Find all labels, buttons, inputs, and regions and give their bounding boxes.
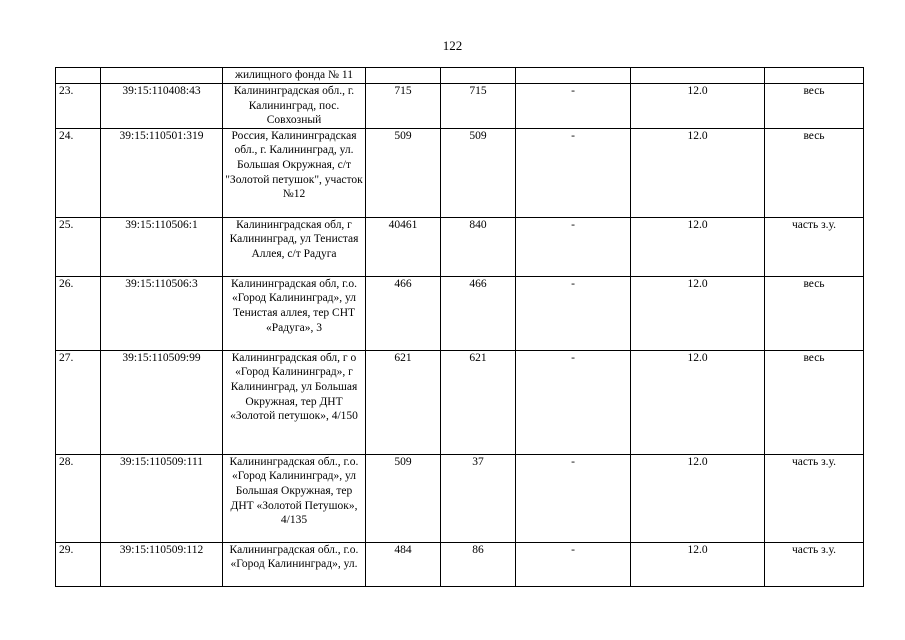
table-row [56, 350, 864, 454]
row-number-cell: 27. [56, 350, 101, 454]
table-row [56, 454, 864, 542]
table-row [56, 542, 864, 586]
scope-cell: весь [765, 84, 864, 129]
used-area-cell: 509 [441, 128, 516, 217]
address-cell: Калининградская обл., г.о. «Город Калининград», ул Большая Окружная, тер ДНТ «Золотой Петушок», 4/135 [223, 454, 366, 542]
table-row [56, 128, 864, 217]
address-cell: Калининградская обл, г.о. «Город Калининград», ул Тенистая аллея, тер СНТ «Радуга», 3 [223, 276, 366, 350]
address-cell: Калининградская обл, г Калининград, ул Тенистая Аллея, с/т Радуга [223, 217, 366, 276]
cadastral-number-cell: 39:15:110506:3 [101, 276, 223, 350]
column-6-cell: - [516, 276, 631, 350]
column-6-cell: - [516, 84, 631, 129]
table-row [56, 84, 864, 129]
row-number-cell: 26. [56, 276, 101, 350]
cadastral-number-cell [101, 68, 223, 84]
cadastral-number-cell: 39:15:110509:99 [101, 350, 223, 454]
total-area-cell: 509 [366, 454, 441, 542]
used-area-cell [441, 68, 516, 84]
used-area-cell: 466 [441, 276, 516, 350]
row-number-cell [56, 68, 101, 84]
used-area-cell: 840 [441, 217, 516, 276]
row-number-cell: 24. [56, 128, 101, 217]
row-number-cell: 23. [56, 84, 101, 129]
cadastral-number-cell: 39:15:110509:112 [101, 542, 223, 586]
scope-cell: весь [765, 350, 864, 454]
column-6-cell [516, 68, 631, 84]
scope-cell: часть з.у. [765, 542, 864, 586]
column-6-cell: - [516, 217, 631, 276]
page-number: 122 [442, 38, 463, 53]
cadastral-number-cell: 39:15:110408:43 [101, 84, 223, 129]
row-number-cell: 28. [56, 454, 101, 542]
total-area-cell: 509 [366, 128, 441, 217]
column-7-cell: 12.0 [631, 542, 765, 586]
column-6-cell: - [516, 454, 631, 542]
scope-cell: весь [765, 276, 864, 350]
scope-cell: весь [765, 128, 864, 217]
column-6-cell: - [516, 350, 631, 454]
scope-cell: часть з.у. [765, 454, 864, 542]
column-7-cell: 12.0 [631, 454, 765, 542]
address-cell: жилищного фонда № 11 [223, 68, 366, 84]
total-area-cell: 715 [366, 84, 441, 129]
address-cell: Россия, Калининградская обл., г. Калининград, ул. Большая Окружная, с/т "Золотой петушок", участок №12 [223, 128, 366, 217]
column-7-cell: 12.0 [631, 128, 765, 217]
scope-cell: часть з.у. [765, 217, 864, 276]
total-area-cell: 466 [366, 276, 441, 350]
cadastral-number-cell: 39:15:110506:1 [101, 217, 223, 276]
table-row [56, 276, 864, 350]
row-number-cell: 29. [56, 542, 101, 586]
table-row [56, 217, 864, 276]
table-body [56, 68, 864, 587]
table-row-continuation [56, 68, 864, 84]
address-cell: Калининградская обл., г. Калининград, пос. Совхозный [223, 84, 366, 129]
column-7-cell [631, 68, 765, 84]
used-area-cell: 37 [441, 454, 516, 542]
column-6-cell: - [516, 542, 631, 586]
used-area-cell: 715 [441, 84, 516, 129]
used-area-cell: 86 [441, 542, 516, 586]
total-area-cell [366, 68, 441, 84]
row-number-cell: 25. [56, 217, 101, 276]
land-plots-table [55, 67, 864, 587]
column-6-cell: - [516, 128, 631, 217]
column-7-cell: 12.0 [631, 217, 765, 276]
address-cell: Калининградская обл, г о «Город Калининград», г Калининград, ул Большая Окружная, тер ДНТ «Золотой петушок», 4/150 [223, 350, 366, 454]
column-7-cell: 12.0 [631, 276, 765, 350]
column-7-cell: 12.0 [631, 350, 765, 454]
total-area-cell: 40461 [366, 217, 441, 276]
cadastral-number-cell: 39:15:110501:319 [101, 128, 223, 217]
total-area-cell: 484 [366, 542, 441, 586]
total-area-cell: 621 [366, 350, 441, 454]
column-7-cell: 12.0 [631, 84, 765, 129]
scope-cell [765, 68, 864, 84]
used-area-cell: 621 [441, 350, 516, 454]
cadastral-number-cell: 39:15:110509:111 [101, 454, 223, 542]
address-cell: Калининградская обл., г.о. «Город Калининград», ул. [223, 542, 366, 586]
